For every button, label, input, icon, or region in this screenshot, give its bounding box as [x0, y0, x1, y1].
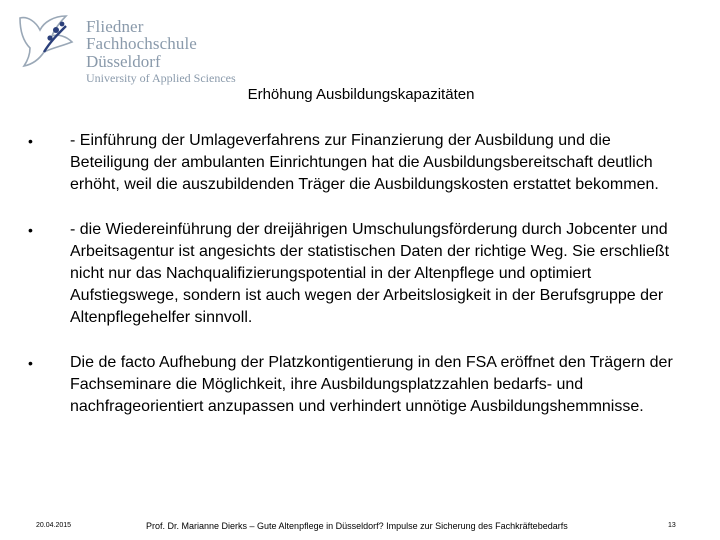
university-logo	[14, 12, 254, 85]
logo-line-2: Düsseldorf	[86, 52, 161, 71]
bullet-marker: •	[28, 133, 33, 149]
bullet-text: Die de facto Aufhebung der Platzkontigentierung in den FSA eröffnet den Trägern der Fachseminare die Möglichkeit, ihre Ausbildungsplatzzahlen bedarfs- und nachfrageorientiert anzupassen und verhindert unnötige Ausbildungshemmnisse.	[70, 354, 673, 415]
slide-title: Erhöhung Ausbildungskapazitäten	[247, 86, 475, 103]
logo-line-3: University of Applied Sciences	[86, 71, 236, 85]
bullet-marker: •	[28, 355, 33, 371]
bullet-list	[28, 130, 688, 441]
logo-line-1: Fliedner Fachhochschule	[86, 17, 197, 53]
bullet-text: - die Wiedereinführung der dreijährigen Umschulungsförderung durch Jobcenter und Arbeitsagentur ist angesichts der statistischen Daten der richtige Weg. Sie erschließt nicht nur das Nachqualifizierungspotential in der Altenpflege und optimiert Aufstiegswege, sondern ist auch wegen der Arbeitslosigkeit in der Berufsgruppe der Altenpflegehelfer sinnvoll.	[70, 221, 670, 326]
slide-title-container	[0, 86, 720, 103]
bullet-item	[28, 219, 688, 329]
footer-date: 20.04.2015	[36, 522, 72, 529]
logo-wordmark	[86, 18, 254, 84]
bullet-marker: •	[28, 222, 33, 238]
bullet-item	[28, 130, 688, 196]
page-number: 13	[668, 522, 676, 529]
dove-logo-icon	[14, 12, 80, 68]
bullet-item	[28, 352, 688, 418]
bullet-text: - Einführung der Umlageverfahrens zur Finanzierung der Ausbildung und die Beteiligung der ambulanten Einrichtungen hat die Ausbildungsbereitschaft deutlich erhöht, weil die auszubildenden Träger die Ausbildungskosten erstattet bekommen.	[70, 132, 659, 193]
footer-caption: Prof. Dr. Marianne Dierks – Gute Altenpflege in Düsseldorf? Impulse zur Sicherung des Fachkräftebedarfs	[146, 521, 568, 531]
